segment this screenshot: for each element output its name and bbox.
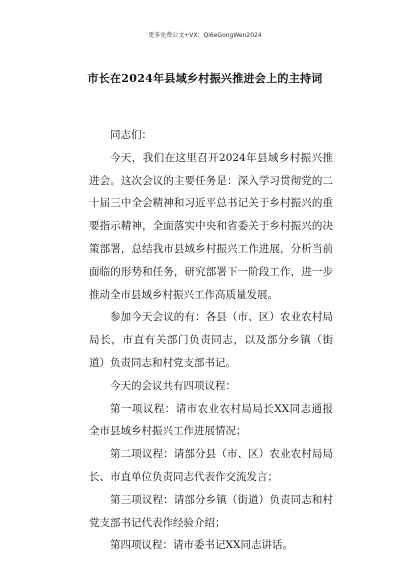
paragraph-attendees: 参加今天会议的有：各县（市、区）农业农村局局长，市直有关部门负责同志，以及部分乡镇（街道）负责同志和村党支部书记。 — [89, 311, 333, 369]
document-title: 市长在2024年县域乡村振兴推进会上的主持词 — [87, 72, 323, 85]
agenda-item-3: 第三项议程：请部分乡镇（街道）负责同志和村党支部书记代表作经验介绍； — [89, 493, 333, 529]
paragraph-agenda-intro: 今天的会议共有四项议程： — [110, 379, 236, 392]
agenda-item-2: 第二项议程：请部分县（市、区）农业农村局局长、市直单位负责同志代表作交流发言； — [89, 448, 333, 483]
agenda-item-1: 第一项议程：请市农业农村局局长XX同志通报全市县域乡村振兴工作进展情况； — [89, 402, 333, 438]
header-watermark: 更多免费公文+VX：Qi6eGongWen2024 — [148, 32, 262, 39]
salutation: 同志们： — [110, 129, 152, 141]
document-body — [89, 124, 333, 557]
paragraph-opening: 今天，我们在这里召开2024年县域乡村振兴推进会。这次会议的主要任务是：深入学习贯彻党的二十届三中全会精神和习近平总书记关于乡村振兴的重要指示精神，全面落实中央和省委关于乡村振兴的决策部署，总结我市县域乡村振兴工作进展，分析当前面临的形势和任务，研究部署下一阶段工作，进一步推动全市县域乡村振兴工作高质量发展。 — [89, 151, 333, 301]
agenda-item-4: 第四项议程：请市委书记XX同志讲话。 — [110, 539, 293, 552]
